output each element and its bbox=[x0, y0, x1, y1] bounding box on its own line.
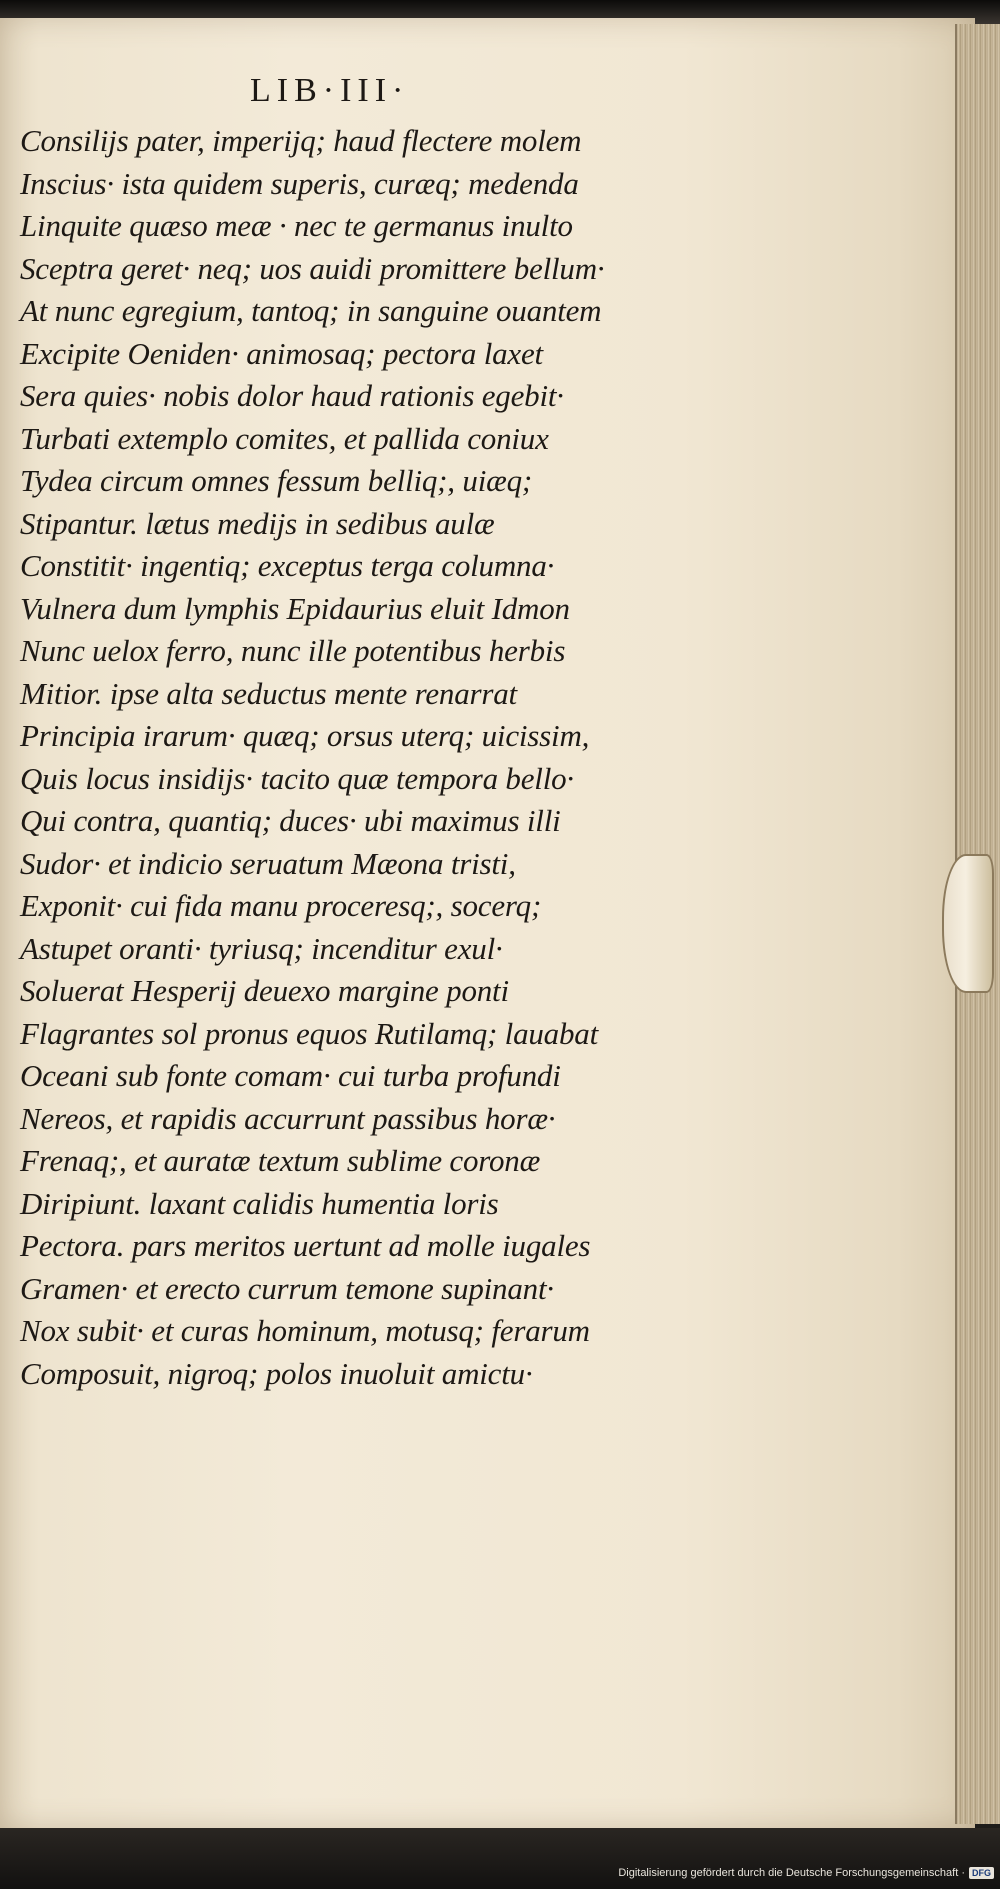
verse-line: Nox subit· et curas hominum, motusq; ferarum bbox=[20, 1313, 590, 1348]
page-header: LIB·III· bbox=[250, 72, 410, 109]
verse-line: Diripiunt. laxant calidis humentia loris bbox=[20, 1185, 499, 1221]
verse-list bbox=[20, 120, 604, 1395]
verse-line: Sceptra geret· neq; uos auidi promittere bellum· bbox=[20, 250, 605, 286]
page-curl bbox=[942, 854, 994, 993]
verse-line: Exponit· cui fida manu proceresq;, socerq; bbox=[20, 888, 542, 923]
verse-line: Sudor· et indicio seruatum Mæona tristi, bbox=[20, 845, 516, 881]
verse-line: Oceani sub fonte comam· cui turba profundi bbox=[20, 1058, 561, 1093]
verse-line: Gramen· et erecto currum temone supinant· bbox=[20, 1270, 554, 1306]
dfg-logo: DFG bbox=[969, 1867, 994, 1879]
verse-line: Astupet oranti· tyriusq; incenditur exul· bbox=[20, 930, 503, 966]
verse-line: Sera quies· nobis dolor haud rationis egebit· bbox=[20, 378, 564, 413]
verse-line: Vulnera dum lymphis Epidaurius eluit Idmon bbox=[20, 590, 570, 626]
verse-line: Pectora. pars meritos uertunt ad molle iugales bbox=[20, 1228, 591, 1263]
verse-line: Quis locus insidijs· tacito quæ tempora bello· bbox=[20, 760, 574, 796]
verse-line: Excipite Oeniden· animosaq; pectora laxet bbox=[20, 335, 543, 371]
verse-line: Principia irarum· quæq; orsus uterq; uicissim, bbox=[20, 718, 590, 753]
verse-line: Consilijs pater, imperijq; haud flectere molem bbox=[20, 123, 582, 158]
verse-line: Frenaq;, et auratæ textum sublime coronæ bbox=[20, 1143, 541, 1178]
verse-line: Tydea circum omnes fessum belliq;, uiæq; bbox=[20, 463, 533, 498]
credit-text: Digitalisierung gefördert durch die Deutsche Forschungsgemeinschaft · bbox=[618, 1867, 965, 1879]
verse-line: Nunc uelox ferro, nunc ille potentibus herbis bbox=[20, 633, 566, 668]
verse-line: Linquite quæso meæ · nec te germanus inulto bbox=[20, 208, 573, 243]
verse-line: Soluerat Hesperij deuexo margine ponti bbox=[20, 973, 509, 1008]
verse-line: Mitior. ipse alta seductus mente renarrat bbox=[20, 675, 517, 711]
page-edges bbox=[955, 24, 1000, 1824]
verse-line: At nunc egregium, tantoq; in sanguine ouantem bbox=[20, 293, 602, 328]
verse-line: Inscius· ista quidem superis, curæq; medenda bbox=[20, 165, 579, 201]
verse-line: Turbati extemplo comites, et pallida coniux bbox=[20, 420, 549, 456]
digitization-credit bbox=[618, 1867, 994, 1879]
scan-bottom-border bbox=[0, 1828, 1000, 1889]
verse-line: Composuit, nigroq; polos inuoluit amictu· bbox=[20, 1355, 533, 1391]
verse-line: Qui contra, quantiq; duces· ubi maximus illi bbox=[20, 803, 561, 838]
verse-line: Flagrantes sol pronus equos Rutilamq; lauabat bbox=[20, 1015, 598, 1051]
verse-line: Nereos, et rapidis accurrunt passibus horæ· bbox=[20, 1100, 556, 1136]
verse-line: Stipantur. lætus medijs in sedibus aulæ bbox=[20, 505, 495, 541]
verse-line: Constitit· ingentiq; exceptus terga columna· bbox=[20, 548, 555, 583]
